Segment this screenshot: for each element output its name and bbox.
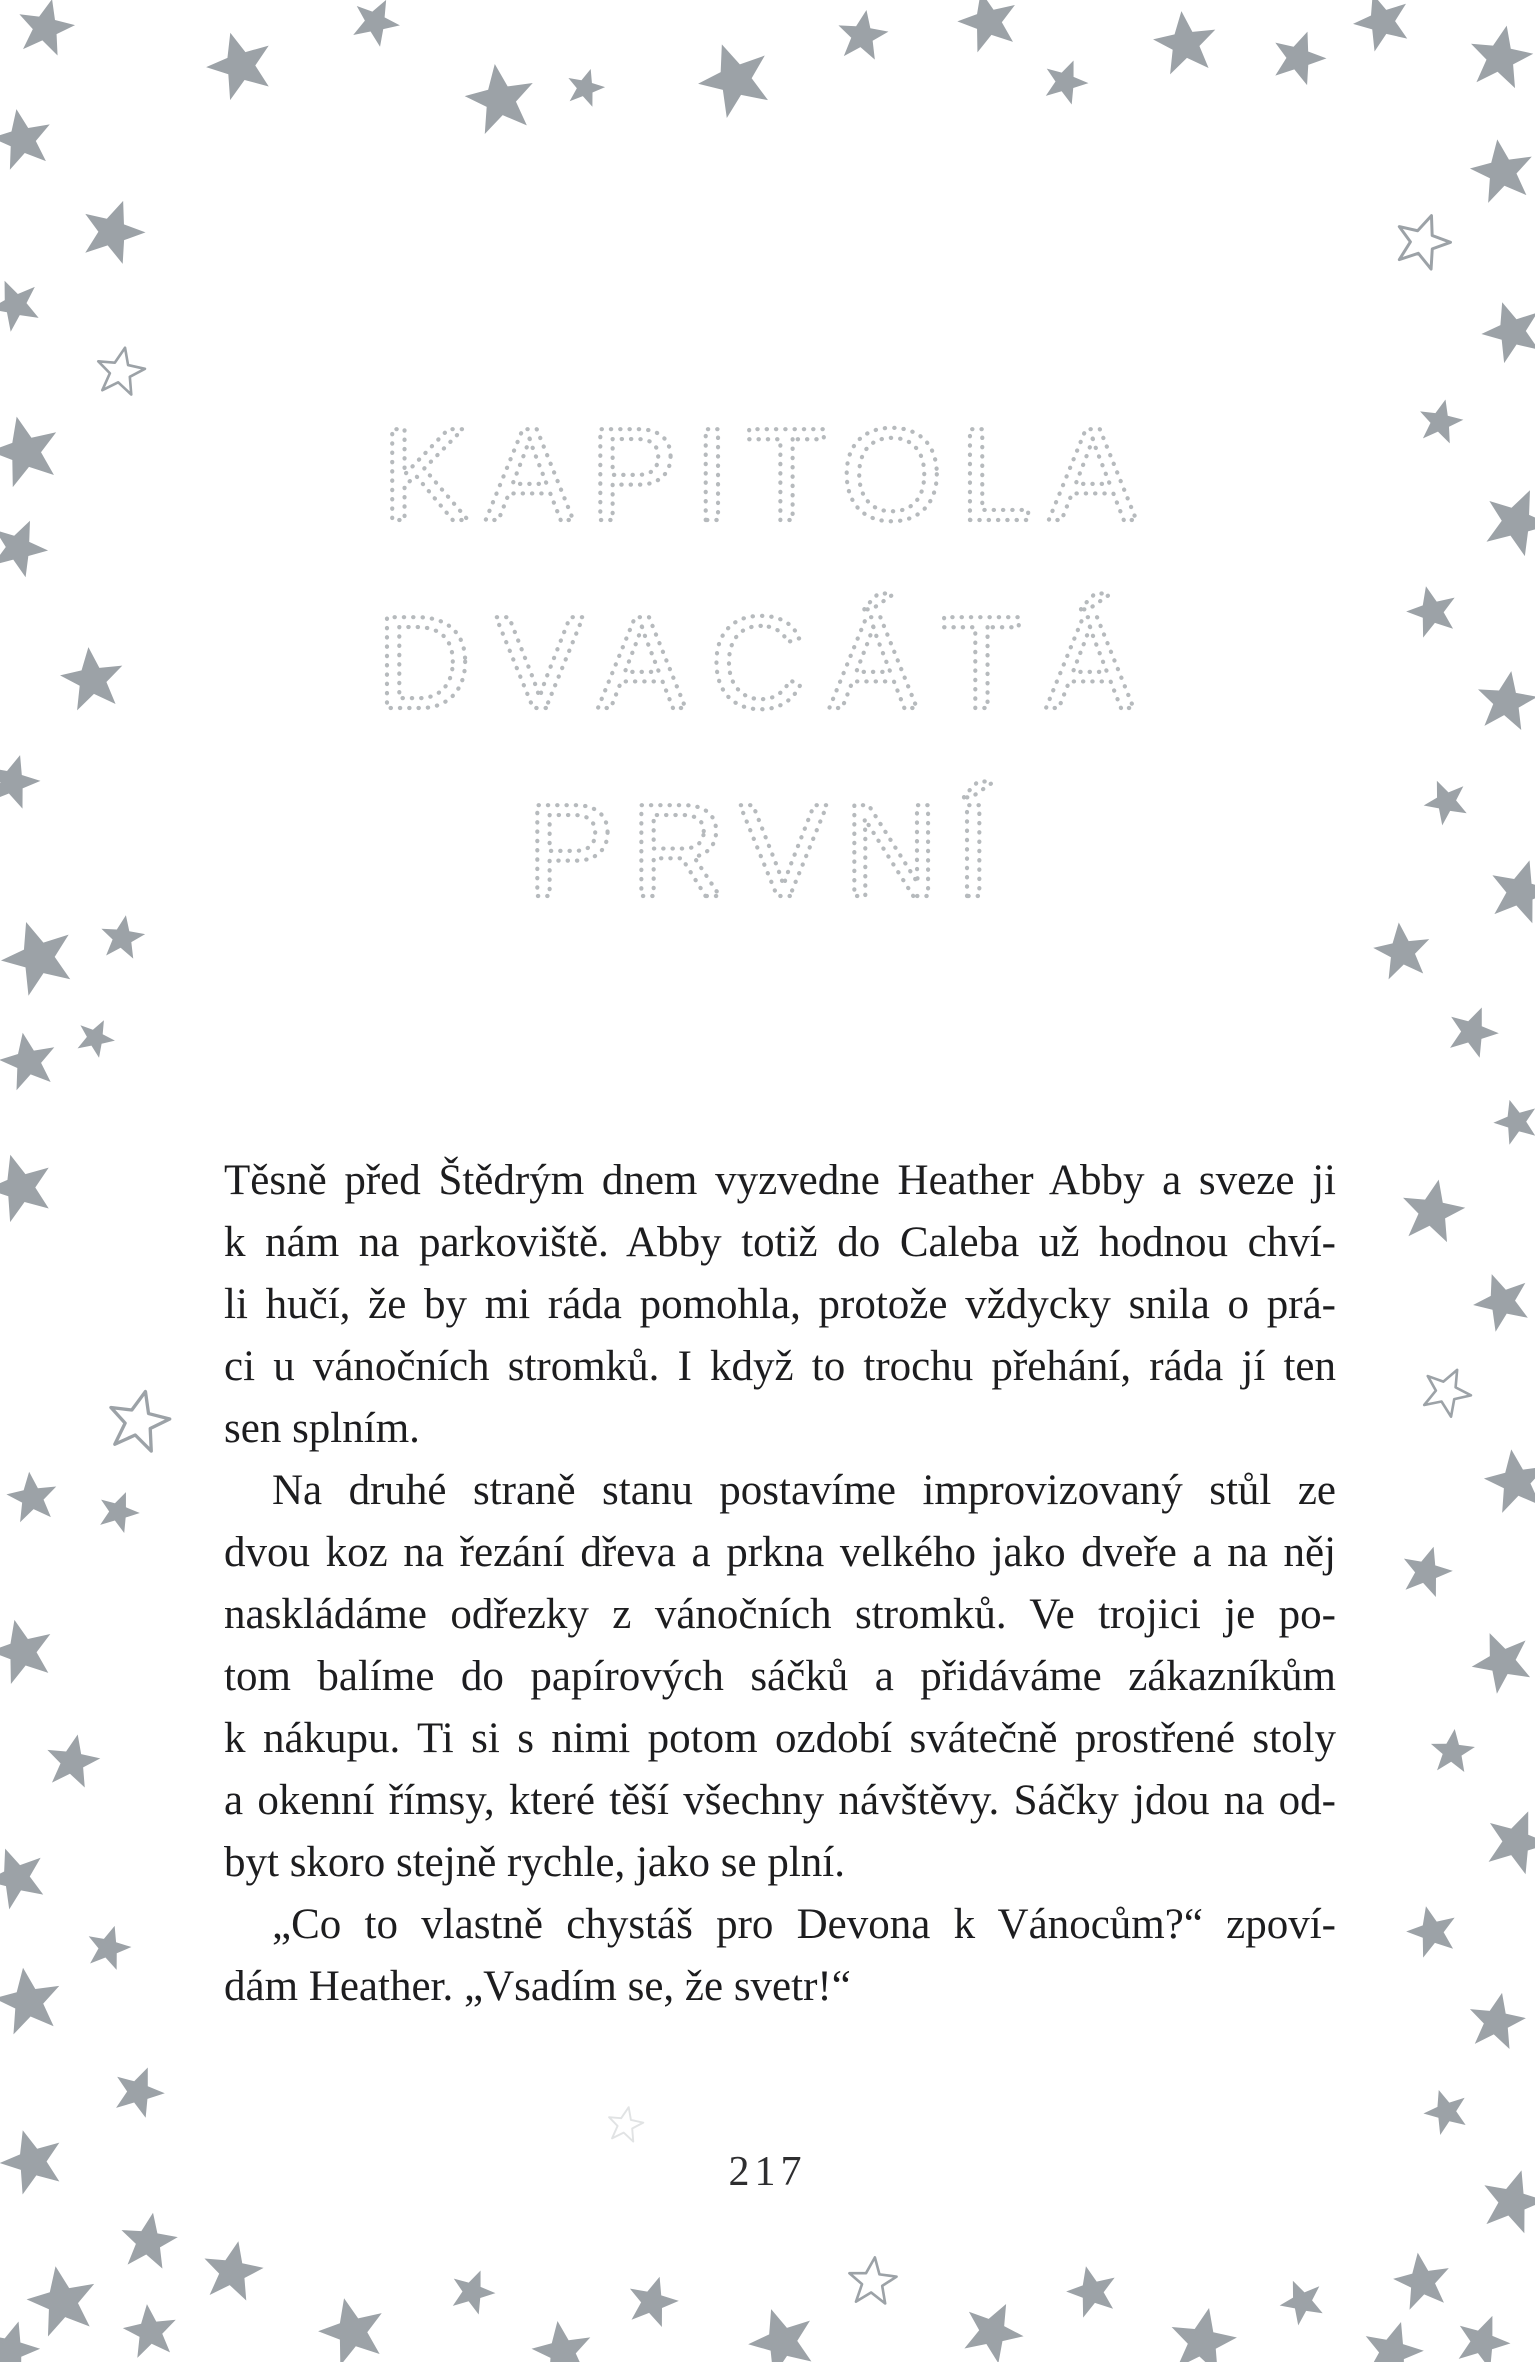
body-text-line: k nákupu. Ti si s nimi potom ozdobí svátečně prostřené stoly — [224, 1715, 1336, 1762]
body-text-line: „Co to vlastně chystáš pro Devona k Vánocům?“ zpoví- — [272, 1901, 1336, 1948]
paragraph-1 — [224, 1150, 1336, 1460]
body-text-line: Na druhé straně stanu postavíme improvizovaný stůl ze — [272, 1467, 1336, 1514]
body-text-line: naskládáme odřezky z vánočních stromků. Ve trojici je po- — [224, 1591, 1336, 1638]
body-text-line: dám Heather. „Vsadím se, že svetr!“ — [224, 1963, 851, 2010]
chapter-title-line-3: PRVNÍ — [526, 777, 1008, 924]
body-text-line: Těsně před Štědrým dnem vyzvedne Heather Abby a sveze ji — [224, 1157, 1336, 1204]
body-text-line: k nám na parkoviště. Abby totiž do Caleba už hodnou chví- — [224, 1219, 1336, 1266]
body-text-line: tom balíme do papírových sáčků a přidáváme zákazníkům — [224, 1653, 1336, 1700]
chapter-title-line-1: KAPITOLA — [381, 401, 1153, 548]
paragraph-3 — [224, 1894, 1336, 2018]
chapter-title-line-2: DVACÁTÁ — [376, 589, 1158, 736]
paragraph-2 — [224, 1460, 1336, 1894]
body-text-line: byt skoro stejně rychle, jako se plní. — [224, 1839, 845, 1886]
body-text — [224, 1150, 1336, 2018]
body-text-line: sen splním. — [224, 1405, 420, 1452]
body-text-line: ci u vánočních stromků. I když to trochu přehání, ráda jí ten — [224, 1343, 1336, 1390]
body-text-line: dvou koz na řezání dřeva a prkna velkého jako dveře a na něj — [224, 1529, 1336, 1576]
page-number: 217 — [728, 2149, 807, 2195]
body-text-line: li hučí, že by mi ráda pomohla, protože vždycky snila o prá- — [224, 1281, 1336, 1328]
body-text-line: a okenní římsy, které těší všechny návštěvy. Sáčky jdou na od- — [224, 1777, 1336, 1824]
